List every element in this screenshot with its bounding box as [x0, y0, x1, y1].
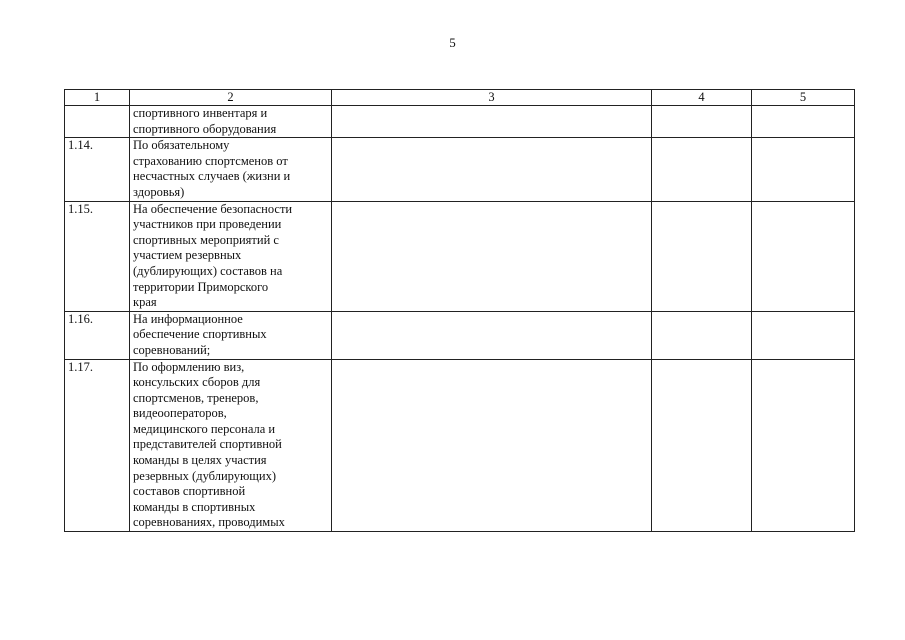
description-line: спортивных мероприятий с: [133, 232, 279, 247]
description-line: соревнованиях, проводимых: [133, 515, 285, 530]
column-5-cell: [752, 311, 855, 359]
column-4-cell: [652, 138, 752, 201]
table-row: [65, 359, 855, 532]
row-description-cell: [130, 106, 332, 138]
description-line: участием резервных: [133, 248, 242, 263]
description-line: команды в целях участия: [133, 453, 267, 468]
description-line: здоровья): [133, 184, 185, 199]
description-line: составов спортивной: [133, 484, 246, 499]
column-3-cell: [332, 359, 652, 532]
column-3-cell: [332, 106, 652, 138]
description-line: спортивного оборудования: [133, 121, 277, 136]
description-line: соревнований;: [133, 342, 211, 357]
column-3-cell: [332, 311, 652, 359]
column-header-4: 4: [652, 90, 752, 106]
description-line: спортсменов, тренеров,: [133, 390, 259, 405]
column-5-cell: [752, 359, 855, 532]
row-number-cell: 1.16.: [65, 311, 130, 359]
row-number-cell: 1.15.: [65, 201, 130, 311]
table-body: [65, 106, 855, 532]
row-description-cell: [130, 138, 332, 201]
column-5-cell: [752, 201, 855, 311]
description-line: По обязательному: [133, 138, 230, 153]
table-row: [65, 138, 855, 201]
description-line: резервных (дублирующих): [133, 468, 277, 483]
description-line: На обеспечение безопасности: [133, 201, 293, 216]
description-line: видеооператоров,: [133, 406, 227, 421]
description-line: консульских сборов для: [133, 375, 261, 390]
column-4-cell: [652, 201, 752, 311]
column-header-3: 3: [332, 90, 652, 106]
column-4-cell: [652, 359, 752, 532]
row-number-cell: 1.14.: [65, 138, 130, 201]
row-number-cell: [65, 106, 130, 138]
column-5-cell: [752, 138, 855, 201]
description-line: представителей спортивной: [133, 437, 282, 452]
row-description-cell: [130, 311, 332, 359]
description-line: На информационное: [133, 311, 243, 326]
description-line: (дублирующих) составов на: [133, 263, 283, 278]
column-header-1: 1: [65, 90, 130, 106]
column-4-cell: [652, 106, 752, 138]
description-line: страхованию спортсменов от: [133, 153, 288, 168]
column-header-5: 5: [752, 90, 855, 106]
row-number-cell: 1.17.: [65, 359, 130, 532]
document-table: [64, 89, 855, 532]
description-line: медицинского персонала и: [133, 421, 276, 436]
description-line: участников при проведении: [133, 217, 282, 232]
description-line: несчастных случаев (жизни и: [133, 169, 291, 184]
row-description-cell: [130, 201, 332, 311]
table-row: [65, 201, 855, 311]
page-number: 5: [449, 35, 456, 50]
description-line: края: [133, 295, 157, 310]
description-line: По оформлению виз,: [133, 359, 245, 374]
description-line: спортивного инвентаря и: [133, 106, 268, 120]
table-header-row: [65, 90, 855, 106]
row-description-cell: [130, 359, 332, 532]
column-3-cell: [332, 138, 652, 201]
table-row: [65, 106, 855, 138]
description-line: обеспечение спортивных: [133, 327, 267, 342]
column-4-cell: [652, 311, 752, 359]
description-line: команды в спортивных: [133, 499, 256, 514]
column-header-2: 2: [130, 90, 332, 106]
column-3-cell: [332, 201, 652, 311]
table-row: [65, 311, 855, 359]
column-5-cell: [752, 106, 855, 138]
description-line: территории Приморского: [133, 279, 269, 294]
